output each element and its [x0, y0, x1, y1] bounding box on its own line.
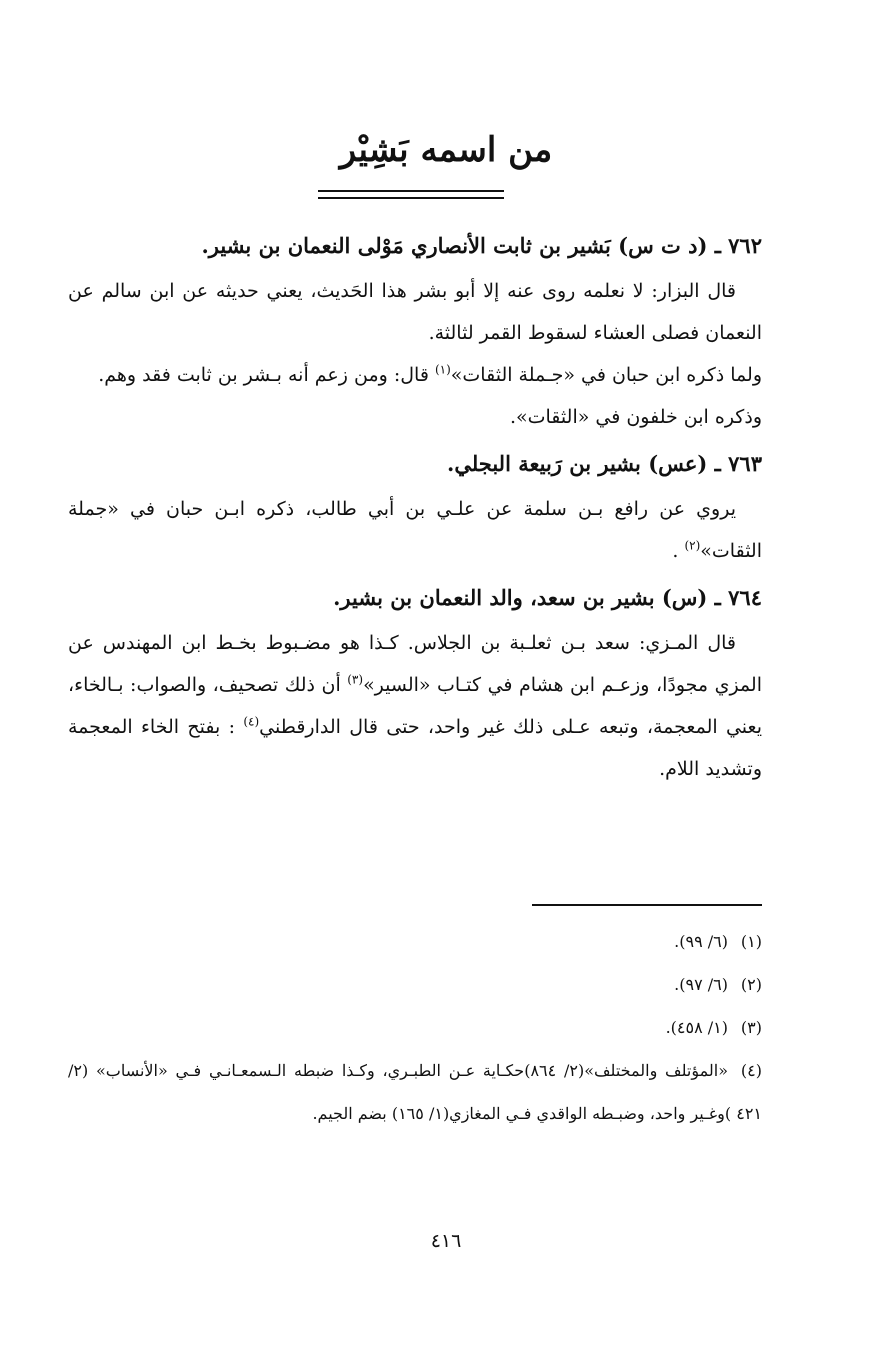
entry-heading-763: ٧٦٣ ـ (عس) بشير بن رَبيعة البجلي.: [447, 451, 762, 476]
entry-heading-764: ٧٦٤ ـ (س) بشير بن سعد، والد النعمان بن بشير.: [333, 585, 762, 610]
footnote-number: (١): [740, 932, 762, 951]
footnote-separator: [532, 904, 762, 906]
entry-763-paragraph-1-text-a: يروي عن رافع بـن سلمة عن علـي بن أبي طالب، ذكره ابـن حبان في «جملة الثقات»: [68, 498, 762, 562]
entry-764-paragraph-1-text-b: أن ذلك تصحيف، والصواب: بـالخاء، يعني المعجمة، وتبعه عـلى ذلك غير واحد، حتى قال الدارقطني: [68, 674, 762, 738]
footnotes: [68, 920, 762, 1135]
entry-763-paragraph-1: [68, 488, 762, 572]
entry-764-paragraph-1-text-a: قال المـزي: سعد بـن ثعلـبة بن الجلاس. كـذا هو مضـبوط بخـط ابن المهندس عن المزي مجودًا، وزعـم ابن هشام في كتـاب «السير»: [68, 632, 762, 696]
footnote-3: [68, 1006, 762, 1049]
entry-762-paragraph-2: [68, 354, 762, 396]
main-text: [68, 220, 762, 790]
footnote-4: [68, 1049, 762, 1135]
entry-762-paragraph-2-text-b: قال: ومن زعم أنه بـشر بن ثابت فقد وهم.: [98, 364, 435, 386]
footnote-number: (٢): [740, 975, 762, 994]
footnote-text: (١/ ٤٥٨).: [665, 1018, 728, 1037]
entry-762-paragraph-2-text-a: ولما ذكره ابن حبان في «جـملة الثقات»: [450, 364, 762, 386]
entry-heading-762: ٧٦٢ ـ (د ت س) بَشير بن ثابت الأنصاري مَوْلى النعمان بن بشير.: [201, 233, 762, 258]
page-title: من اسمه بَشِيْر: [339, 130, 553, 170]
footnote-number: (٤): [740, 1061, 762, 1080]
entry-764-paragraph-1: [68, 622, 762, 790]
footnote-ref-1: (١): [434, 362, 451, 377]
page-number: ٤١٦: [430, 1230, 462, 1252]
entry-762-paragraph-1: قال البزار: لا نعلمه روى عنه إلا أبو بشر هذا الحَديث، يعني حديثه عن ابن سالم عن النعمان فصلى العشاء لسقوط القمر لثالثة.: [68, 280, 762, 344]
footnote-number: (٣): [740, 1018, 762, 1037]
entry-762-paragraph-3: وذكره ابن خلفون في «الثقات».: [509, 406, 762, 428]
footnote-text: (٦/ ٩٩).: [674, 932, 728, 951]
title-underline: [318, 190, 504, 199]
footnote-text: (٦/ ٩٧).: [674, 975, 728, 994]
footnote-ref-3: (٣): [347, 672, 364, 687]
footnote-ref-2: (٢): [684, 538, 701, 553]
entry-763-paragraph-1-text-b: .: [672, 540, 685, 562]
entry-764-paragraph-1-text-c: : بفتح الخاء المعجمة وتشديد اللام.: [68, 716, 762, 780]
footnote-1: [68, 920, 762, 963]
footnote-text: «المؤتلف والمختلف»(٢/ ٨٦٤)حكـاية عـن الطبـري، وكـذا ضبطه الـسمعـانـي فـي «الأنساب» (٢/ ٤٢١ )وغـير واحد، وضبـطه الواقدي فـي المغازي(١/ ١٦٥) بضم الجيم.: [68, 1061, 762, 1123]
footnote-2: [68, 963, 762, 1006]
footnote-ref-4: (٤): [243, 714, 260, 729]
